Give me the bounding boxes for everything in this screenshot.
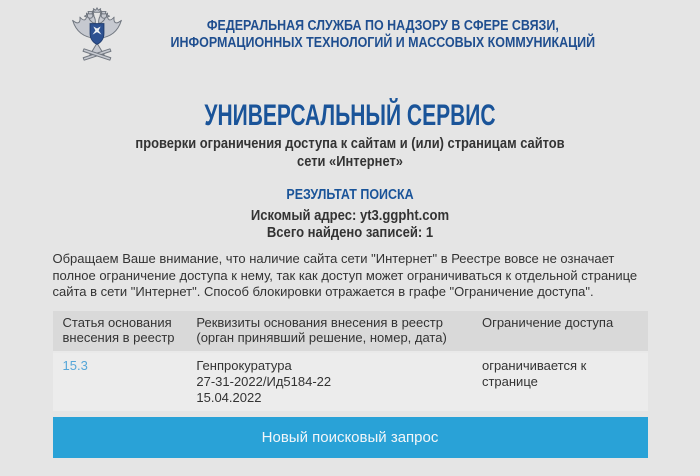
search-result-heading: РЕЗУЛЬТАТ ПОИСКА bbox=[286, 186, 414, 203]
decision-date: 15.04.2022 bbox=[196, 389, 262, 405]
site-header bbox=[0, 0, 700, 63]
column-header-restriction: Ограничение доступа bbox=[472, 311, 648, 352]
results-table-header-row bbox=[53, 311, 648, 352]
org-name-line1: ФЕДЕРАЛЬНАЯ СЛУЖБА ПО НАДЗОРУ В СФЕРЕ СВЯЗИ, bbox=[206, 17, 559, 34]
restriction-cell: ограничивается к странице bbox=[472, 352, 648, 411]
decision-number: 27-31-2022/Ид5184-22 bbox=[196, 373, 332, 389]
org-name-line2: ИНФОРМАЦИОННЫХ ТЕХНОЛОГИЙ И МАССОВЫХ КОММУНИКАЦИЙ bbox=[170, 35, 595, 51]
basis-cell bbox=[186, 352, 472, 411]
decision-authority: Генпрокуратура bbox=[196, 358, 292, 374]
article-cell bbox=[53, 352, 187, 411]
service-title: УНИВЕРСАЛЬНЫЙ СЕРВИС bbox=[204, 99, 496, 132]
new-search-button[interactable]: Новый поисковый запрос bbox=[53, 417, 648, 458]
column-header-basis: Реквизиты основания внесения в реестр (орган принявший решение, номер, дата) bbox=[186, 311, 472, 352]
article-link[interactable]: 15.3 bbox=[62, 358, 88, 374]
column-header-article: Статья основания внесения в реестр bbox=[53, 311, 187, 352]
service-titles bbox=[0, 101, 700, 131]
search-query-line: Искомый адрес: yt3.ggpht.com bbox=[250, 207, 450, 224]
service-subtitle-line1: проверки ограничения доступа к сайтам и (или) страницам сайтов bbox=[135, 135, 565, 152]
registry-notice-text: Обращаем Ваше внимание, что наличие сайта сети "Интернет" в Реестре вовсе не означает полное ограничение доступа к нему, так как доступ может ограничиваться к отдельной странице сайта в сети "Интернет". Способ блокировки отражается в графе "Ограничение доступа". bbox=[52, 251, 638, 300]
org-name bbox=[170, 18, 595, 53]
roskomnadzor-eagle-emblem-icon bbox=[71, 7, 123, 63]
results-table bbox=[53, 311, 648, 411]
service-subtitle bbox=[49, 135, 651, 172]
search-total-line: Всего найдено записей: 1 bbox=[266, 224, 434, 241]
table-row bbox=[53, 352, 648, 411]
service-subtitle-line2: сети «Интернет» bbox=[297, 153, 403, 171]
